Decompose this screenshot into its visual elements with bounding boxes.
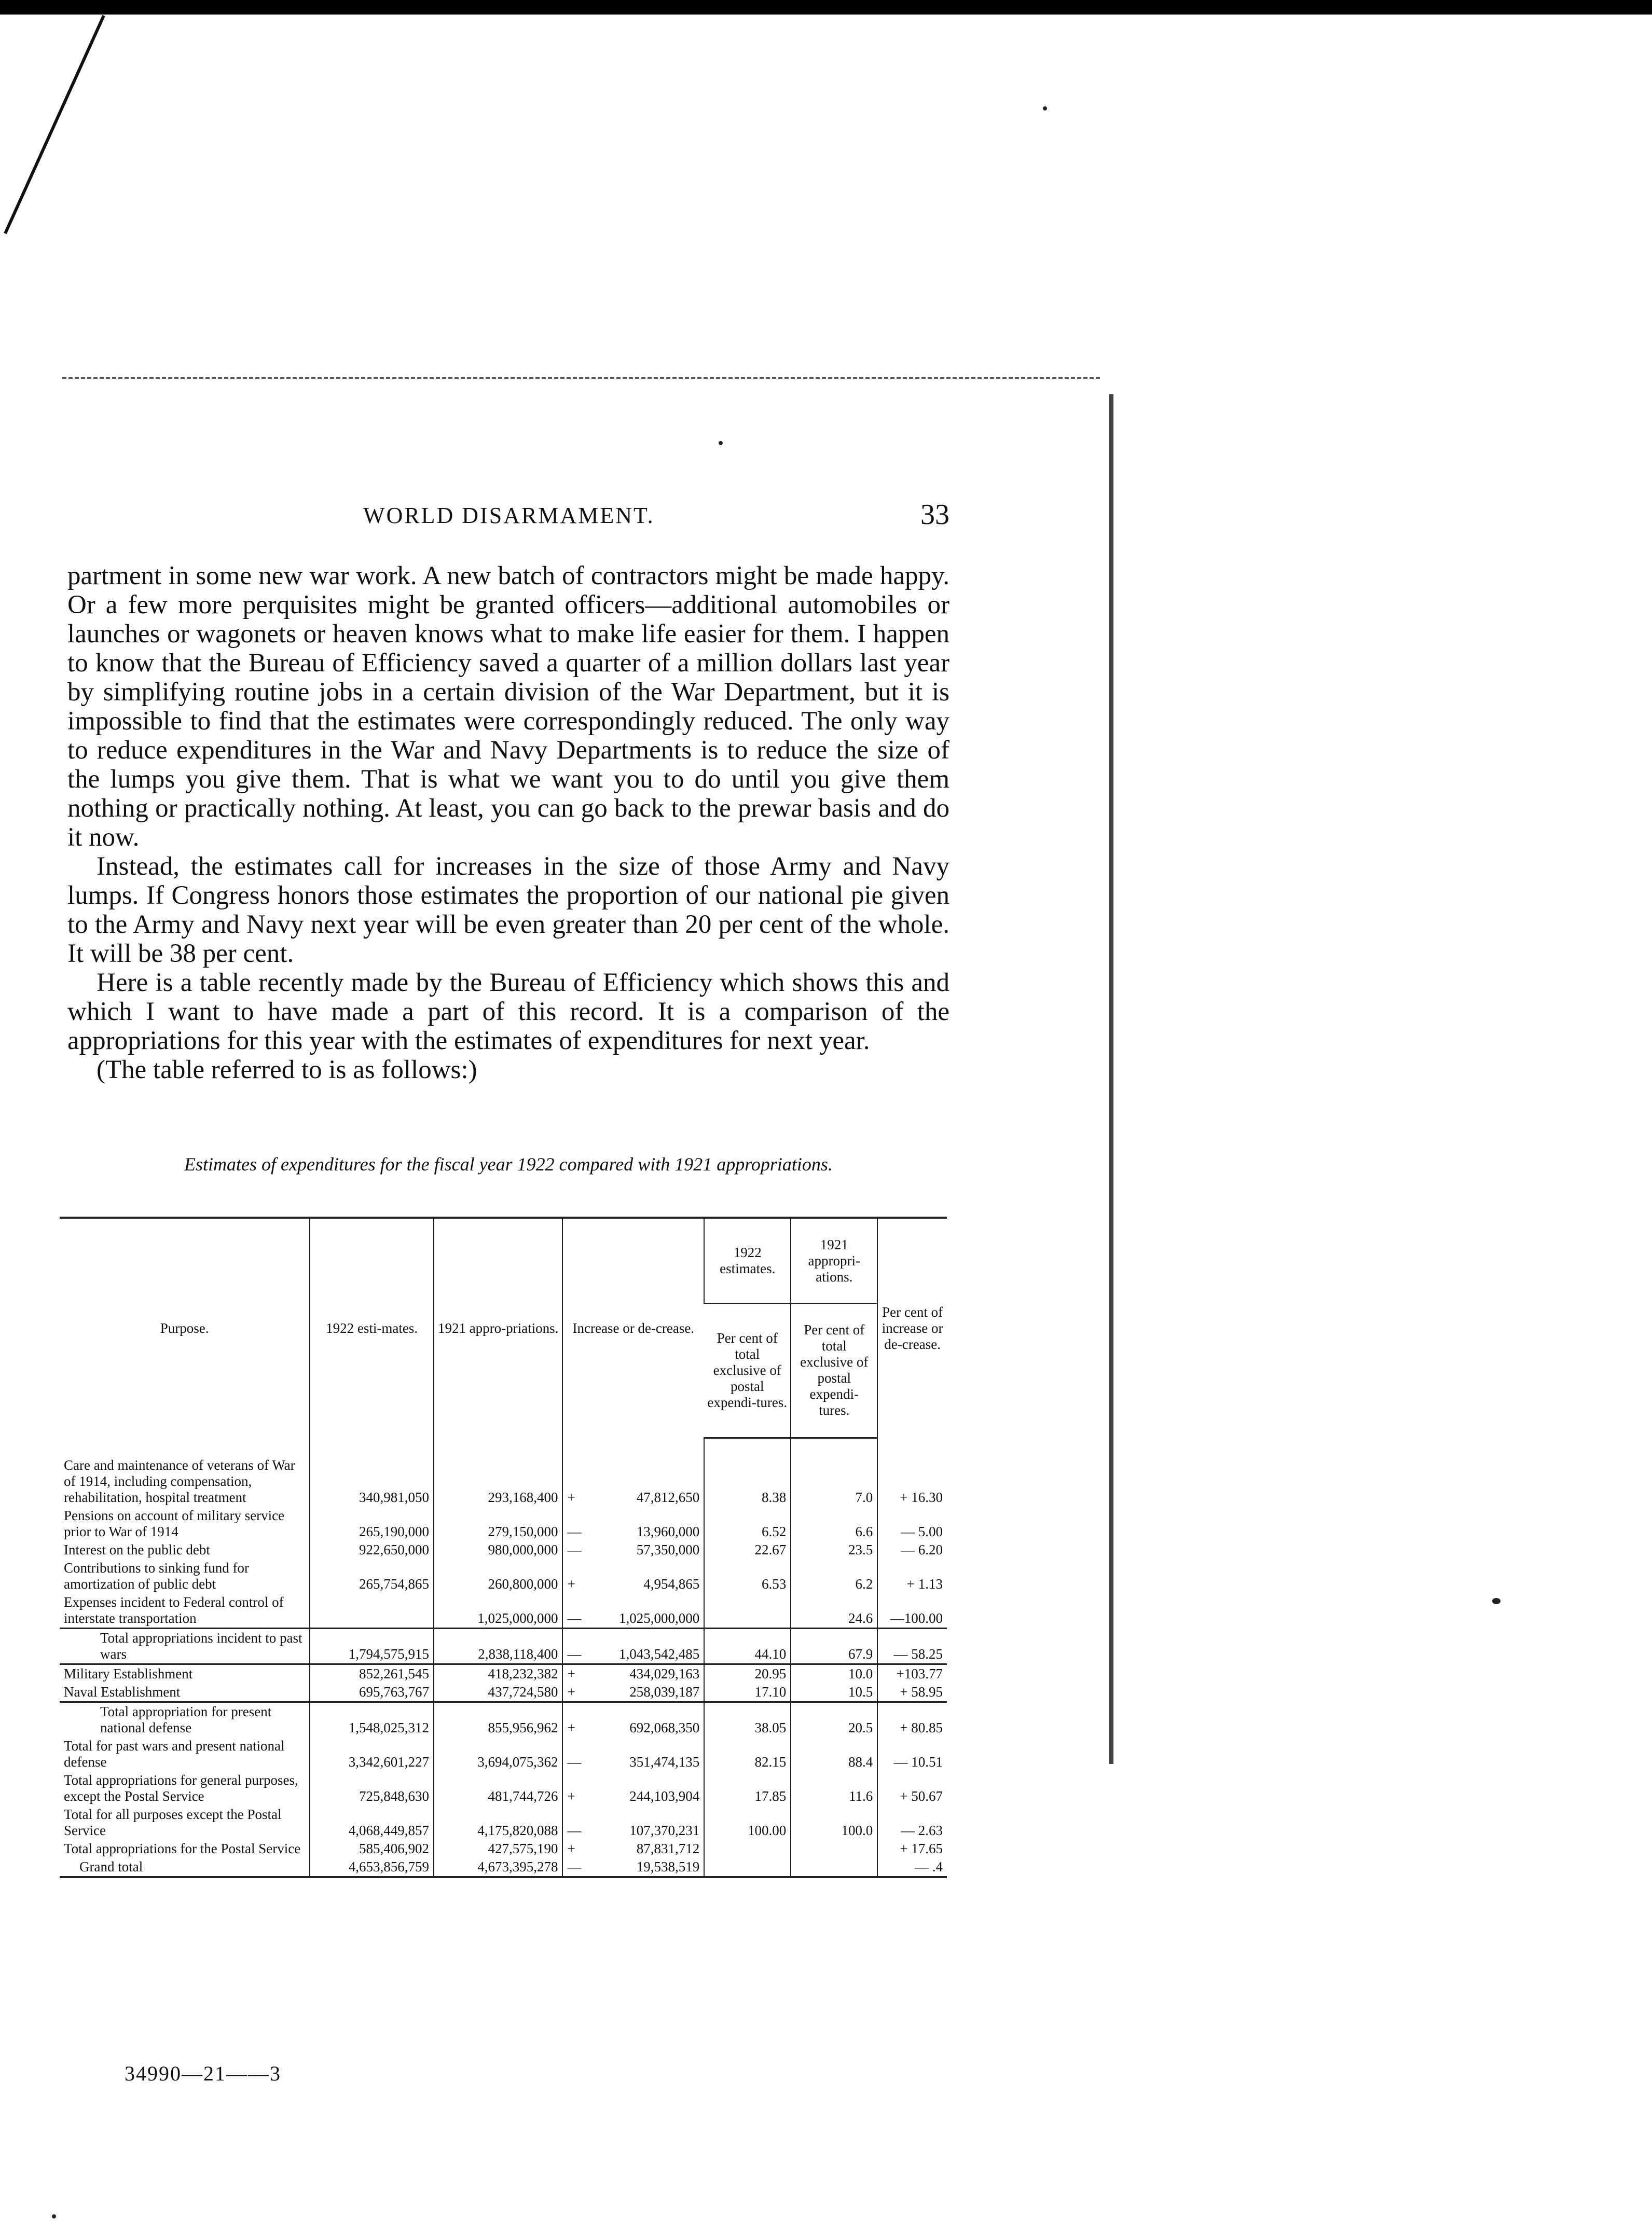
row-app-1921: 293,168,400 <box>434 1456 563 1507</box>
row-change: 434,029,163 <box>629 1665 700 1681</box>
row-pct-1922: 82.15 <box>704 1737 791 1771</box>
row-purpose: Care and maintenance of veterans of War of 1914, including compensation, rehabilitation, hospital treatment <box>64 1457 295 1505</box>
row-app-1921: 855,956,962 <box>434 1702 563 1737</box>
row-pct-1922 <box>704 1840 791 1858</box>
row-change: 4,954,865 <box>643 1576 700 1592</box>
row-app-1921: 4,673,395,278 <box>434 1858 563 1877</box>
table-row-total <box>60 1805 947 1840</box>
row-app-1921: 418,232,382 <box>434 1664 563 1683</box>
row-app-1921: 260,800,000 <box>434 1559 563 1593</box>
row-pct-1921: 10.5 <box>791 1683 877 1702</box>
table-row-total <box>60 1840 947 1858</box>
row-pct-1922 <box>704 1593 791 1629</box>
page-right-edge <box>1109 394 1113 1764</box>
row-sign: + <box>562 1456 582 1507</box>
row-est-1922: 4,068,449,857 <box>310 1805 434 1840</box>
header-group-1921: 1921 appropri-ations. <box>791 1218 877 1303</box>
row-purpose: Naval Establishment <box>60 1683 310 1702</box>
row-purpose: Expenses incident to Federal control of interstate transportation <box>60 1593 310 1629</box>
header-percent-change: Per cent of increase or de-crease. <box>877 1218 947 1438</box>
row-change: 57,350,000 <box>636 1541 700 1557</box>
row-purpose: Interest on the public debt <box>64 1541 210 1557</box>
row-pct-change: — 5.00 <box>877 1507 947 1541</box>
header-group-1922: 1922 estimates. <box>704 1218 791 1303</box>
row-app-1921: 2,838,118,400 <box>434 1628 563 1664</box>
row-pct-change: + 58.95 <box>877 1683 947 1702</box>
paragraph: Here is a table recently made by the Bureau of Efficiency which shows this and which I want to have made a part of this record. It is a comparison of the appropriations for this year with the estimates of expenditures for next year. <box>67 968 949 1055</box>
row-pct-change: +103.77 <box>877 1664 947 1683</box>
row-pct-1921: 100.0 <box>791 1805 877 1840</box>
row-app-1921: 437,724,580 <box>434 1683 563 1702</box>
row-purpose: Total for all purposes except the Postal Service <box>64 1806 282 1838</box>
row-sign: — <box>562 1628 582 1664</box>
row-pct-1922: 22.67 <box>704 1541 791 1559</box>
row-pct-1922: 100.00 <box>704 1805 791 1840</box>
row-app-1921: 4,175,820,088 <box>434 1805 563 1840</box>
row-pct-change: + 16.30 <box>877 1456 947 1507</box>
row-app-1921: 427,575,190 <box>434 1840 563 1858</box>
row-change: 692,068,350 <box>629 1719 700 1735</box>
speck <box>1492 1598 1500 1604</box>
table-row <box>60 1541 947 1559</box>
row-pct-1921: 11.6 <box>791 1771 877 1805</box>
row-pct-1921: 10.0 <box>791 1664 877 1683</box>
row-pct-1921: 23.5 <box>791 1541 877 1559</box>
row-est-1922: 265,190,000 <box>310 1507 434 1541</box>
row-pct-change: —100.00 <box>877 1593 947 1629</box>
header-purpose: Purpose. <box>160 1320 209 1336</box>
row-app-1921: 980,000,000 <box>434 1541 563 1559</box>
row-purpose: Total for past wars and present national defense <box>64 1738 285 1770</box>
paragraph: (The table referred to is as follows:) <box>97 1055 477 1084</box>
row-purpose: Grand total <box>60 1858 310 1877</box>
row-sign: + <box>562 1771 582 1805</box>
table-row-total <box>60 1771 947 1805</box>
row-pct-1921: 20.5 <box>791 1702 877 1737</box>
row-pct-1921 <box>791 1858 877 1877</box>
row-pct-1922: 17.10 <box>704 1683 791 1702</box>
speck <box>719 441 723 445</box>
table-caption: Estimates of expenditures for the fiscal year 1922 compared with 1921 appropriations. <box>184 1154 833 1175</box>
row-change: 258,039,187 <box>582 1683 704 1702</box>
row-pct-1921: 6.6 <box>791 1507 877 1541</box>
header-increase-decrease: Increase or de-crease. <box>562 1218 704 1438</box>
row-change: 1,043,542,485 <box>582 1628 704 1664</box>
row-est-1922: 922,650,000 <box>310 1541 434 1559</box>
table-row-grand-total <box>60 1858 947 1877</box>
row-est-1922: 585,406,902 <box>310 1840 434 1858</box>
speck <box>1043 106 1047 111</box>
row-pct-1922: 8.38 <box>704 1456 791 1507</box>
row-purpose: Total appropriation for present national defense <box>100 1703 272 1735</box>
row-change: 244,103,904 <box>629 1788 700 1804</box>
row-change: 351,474,135 <box>629 1754 700 1770</box>
row-est-1922: 4,653,856,759 <box>310 1858 434 1877</box>
row-sign: + <box>562 1664 582 1683</box>
row-pct-1921 <box>791 1840 877 1858</box>
table-row-total <box>60 1737 947 1771</box>
row-sign: — <box>562 1541 582 1559</box>
row-pct-change: + 80.85 <box>877 1702 947 1737</box>
header-percent-1922: Per cent of total exclusive of postal expendi-tures. <box>704 1303 791 1438</box>
row-pct-1922: 20.95 <box>704 1664 791 1683</box>
row-app-1921: 279,150,000 <box>434 1507 563 1541</box>
row-purpose: Contributions to sinking fund for amortization of public debt <box>64 1560 249 1592</box>
paragraph: partment in some new war work. A new batch of contractors might be made happy. Or a few more perquisites might be granted officers—additional automobiles or launches or wagonets or heaven knows what to make life easier for them. I happen to know that the Bureau of Efficiency saved a quarter of a million dollars last year by simplifying routine jobs in a certain division of the War Department, but it is impossible to find that the estimates were correspondingly reduced. The only way to reduce expenditures in the War and Navy Departments is to reduce the size of the lumps you give them. That is what we want you to do until you give them nothing or practically nothing. At least, you can go back to the prewar basis and do it now. <box>67 561 949 852</box>
row-est-1922: 265,754,865 <box>310 1559 434 1593</box>
row-sign: + <box>562 1702 582 1737</box>
table-row <box>60 1664 947 1683</box>
print-signature: 34990—21——3 <box>125 2062 281 2085</box>
paragraph: Instead, the estimates call for increases in the size of those Army and Navy lumps. If Congress honors those estimates the proportion of our national pie given to the Army and Navy next year will be even greater than 20 per cent of the whole. It will be 38 per cent. <box>67 852 949 968</box>
row-est-1922: 695,763,767 <box>310 1683 434 1702</box>
row-sign: — <box>562 1805 582 1840</box>
row-pct-1922: 44.10 <box>704 1628 791 1664</box>
table-row <box>60 1559 947 1593</box>
row-sign: — <box>562 1593 582 1629</box>
row-est-1922: 340,981,050 <box>310 1456 434 1507</box>
table-row <box>60 1683 947 1702</box>
row-purpose: Military Establishment <box>64 1665 193 1681</box>
row-est-1922: 725,848,630 <box>310 1771 434 1805</box>
row-pct-change: — 10.51 <box>877 1737 947 1771</box>
row-change: 19,538,519 <box>582 1858 704 1877</box>
row-purpose: Total appropriations for general purposes, except the Postal Service <box>64 1772 298 1804</box>
row-pct-change: + 17.65 <box>877 1840 947 1858</box>
row-est-1922: 3,342,601,227 <box>310 1737 434 1771</box>
page-number: 33 <box>920 499 949 531</box>
row-purpose: Total appropriations for the Postal Service <box>64 1840 301 1856</box>
row-change: 107,370,231 <box>629 1822 700 1838</box>
row-sign: + <box>562 1840 582 1858</box>
row-pct-1922: 6.53 <box>704 1559 791 1593</box>
row-app-1921: 481,744,726 <box>434 1771 563 1805</box>
row-sign: — <box>562 1737 582 1771</box>
row-pct-1922 <box>704 1858 791 1877</box>
scan-dashed-line <box>62 377 1100 379</box>
row-pct-1922: 38.05 <box>704 1702 791 1737</box>
row-pct-1921: 24.6 <box>791 1593 877 1629</box>
row-est-1922: 852,261,545 <box>310 1664 434 1683</box>
body-text <box>67 561 949 1084</box>
row-sign: — <box>562 1507 582 1541</box>
row-change: 1,025,000,000 <box>582 1593 704 1629</box>
header-percent-1921: Per cent of total exclusive of postal expendi-tures. <box>791 1303 877 1438</box>
row-change: 87,831,712 <box>636 1840 700 1856</box>
table-row-total <box>60 1628 947 1664</box>
row-pct-change: + 50.67 <box>877 1771 947 1805</box>
estimates-table <box>60 1217 947 1878</box>
row-pct-1921: 7.0 <box>791 1456 877 1507</box>
table-row-total <box>60 1702 947 1737</box>
row-pct-1921: 67.9 <box>791 1628 877 1664</box>
page-header <box>67 498 949 534</box>
row-est-1922: 1,794,575,915 <box>310 1628 434 1664</box>
row-change: 13,960,000 <box>636 1523 700 1539</box>
row-purpose: Pensions on account of military service prior to War of 1914 <box>64 1507 285 1539</box>
header-1922-estimates: 1922 esti-mates. <box>310 1218 434 1438</box>
row-pct-change: — .4 <box>877 1858 947 1877</box>
row-sign: + <box>562 1683 582 1702</box>
row-est-1922: 1,548,025,312 <box>310 1702 434 1737</box>
row-pct-1921: 6.2 <box>791 1559 877 1593</box>
row-pct-change: — 2.63 <box>877 1805 947 1840</box>
row-change: 47,812,650 <box>636 1489 700 1505</box>
table-row <box>60 1593 947 1629</box>
row-pct-1922: 6.52 <box>704 1507 791 1541</box>
row-app-1921: 1,025,000,000 <box>434 1593 563 1629</box>
running-title: WORLD DISARMAMENT. <box>363 503 655 528</box>
scan-corner-stroke <box>0 10 114 239</box>
row-purpose: Total appropriations incident to past wars <box>60 1628 310 1664</box>
row-sign: — <box>562 1858 582 1877</box>
header-1921-appropriations: 1921 appro-priations. <box>434 1218 563 1438</box>
scan-top-border <box>0 0 1652 15</box>
row-sign: + <box>562 1559 582 1593</box>
row-pct-change: — 6.20 <box>877 1541 947 1559</box>
row-pct-1922: 17.85 <box>704 1771 791 1805</box>
row-pct-change: + 1.13 <box>877 1559 947 1593</box>
table-row <box>60 1456 947 1507</box>
row-app-1921: 3,694,075,362 <box>434 1737 563 1771</box>
speck <box>52 2214 56 2218</box>
row-est-1922 <box>310 1593 434 1629</box>
table-row <box>60 1507 947 1541</box>
row-pct-change: — 58.25 <box>877 1628 947 1664</box>
row-pct-1921: 88.4 <box>791 1737 877 1771</box>
